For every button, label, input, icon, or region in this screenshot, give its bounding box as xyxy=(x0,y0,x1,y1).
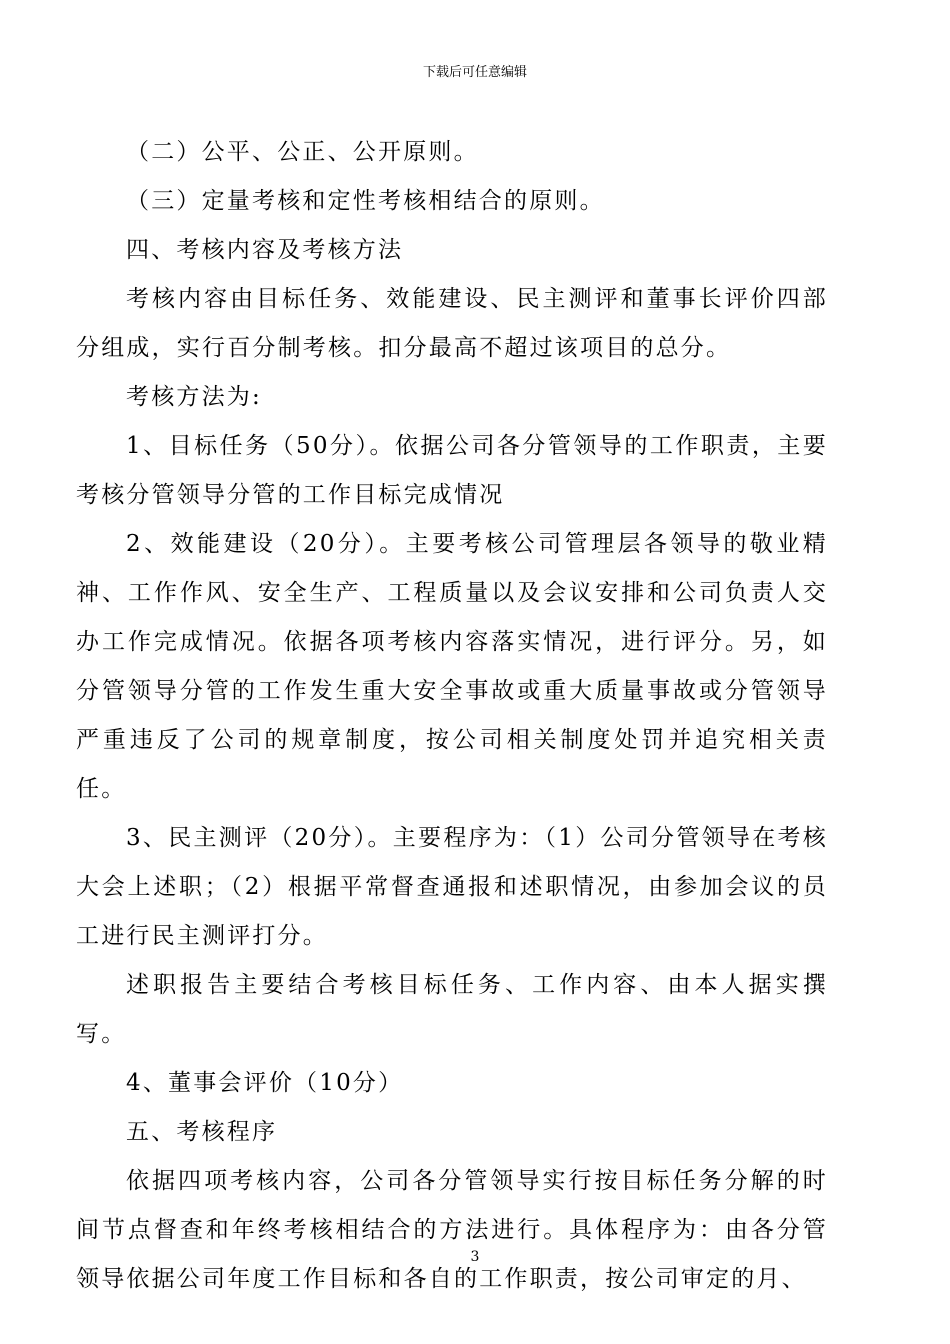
paragraph-report: 述职报告主要结合考核目标任务、工作内容、由本人据实撰写。 xyxy=(76,972,828,1047)
document-body xyxy=(76,128,828,1304)
page-number: 3 xyxy=(470,1249,480,1265)
paragraph-principle-3: （三）定量考核和定性考核相结合的原则。 xyxy=(126,188,605,214)
paragraph-method-intro: 考核方法为: xyxy=(126,384,262,410)
paragraph-target-tasks: 1、目标任务（50分）。依据公司各分管领导的工作职责，主要考核分管领导分管的工作目标完成情况 xyxy=(76,433,828,508)
section-heading-4: 四、考核内容及考核方法 xyxy=(126,237,404,263)
paragraph-democratic-evaluation: 3、民主测评（20分）。主要程序为：（1）公司分管领导在考核大会上述职；（2）根据平常督查通报和述职情况，由参加会议的员工进行民主测评打分。 xyxy=(76,825,828,949)
paragraph-procedure: 依据四项考核内容，公司各分管领导实行按目标任务分解的时间节点督查和年终考核相结合的方法进行。具体程序为：由各分管领导依据公司年度工作目标和各自的工作职责，按公司审定的月、 xyxy=(76,1168,828,1292)
paragraph-board-evaluation: 4、董事会评价（10分） xyxy=(126,1070,404,1096)
page-header: 下载后可任意编辑 xyxy=(422,65,527,80)
section-heading-5: 五、考核程序 xyxy=(126,1119,278,1145)
paragraph-content-overview: 考核内容由目标任务、效能建设、民主测评和董事长评价四部分组成，实行百分制考核。扣分最高不超过该项目的总分。 xyxy=(76,286,828,361)
paragraph-efficiency: 2、效能建设（20分）。主要考核公司管理层各领导的敬业精神、工作作风、安全生产、工程质量以及会议安排和公司负责人交办工作完成情况。依据各项考核内容落实情况，进行评分。另，如分管领导分管的工作发生重大安全事故或重大质量事故或分管领导严重违反了公司的规章制度，按公司相关制度处罚并追究相关责任。 xyxy=(76,531,828,802)
paragraph-principle-2: （二）公平、公正、公开原则。 xyxy=(126,139,479,165)
